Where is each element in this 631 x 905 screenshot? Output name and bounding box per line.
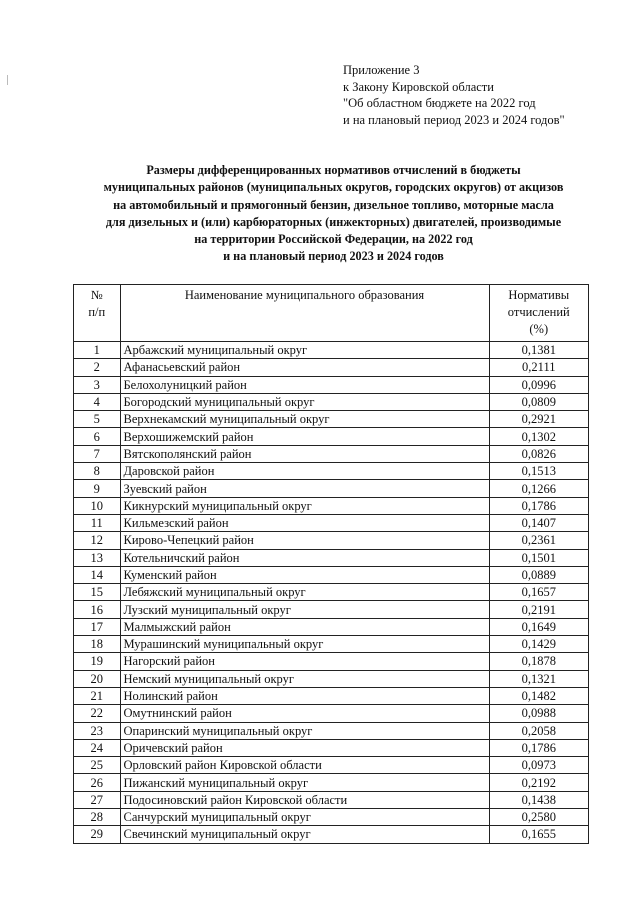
row-number: 4	[74, 393, 121, 410]
row-name: Санчурский муниципальный округ	[120, 809, 489, 826]
appendix-note	[343, 62, 613, 128]
table-row	[74, 670, 589, 687]
row-name: Арбажский муниципальный округ	[120, 342, 489, 359]
row-name: Оричевский район	[120, 739, 489, 756]
row-number: 26	[74, 774, 121, 791]
table-row	[74, 376, 589, 393]
row-number: 3	[74, 376, 121, 393]
row-value: 0,1302	[489, 428, 588, 445]
header-value-line3: (%)	[529, 322, 549, 336]
table-row	[74, 687, 589, 704]
row-value: 0,1786	[489, 739, 588, 756]
row-number: 19	[74, 653, 121, 670]
row-name: Афанасьевский район	[120, 359, 489, 376]
title-line: на автомобильный и прямогонный бензин, дизельное топливо, моторные масла	[113, 197, 554, 212]
row-name: Верхнекамский муниципальный округ	[120, 411, 489, 428]
row-number: 8	[74, 463, 121, 480]
document-title	[40, 162, 627, 266]
row-number: 23	[74, 722, 121, 739]
row-value: 0,0809	[489, 393, 588, 410]
table-row	[74, 757, 589, 774]
row-value: 0,1657	[489, 584, 588, 601]
row-name: Кикнурский муниципальный округ	[120, 497, 489, 514]
table-row	[74, 601, 589, 618]
row-value: 0,1429	[489, 636, 588, 653]
appendix-line: и на плановый период 2023 и 2024 годов"	[343, 112, 565, 127]
row-name: Орловский район Кировской области	[120, 757, 489, 774]
row-value: 0,1878	[489, 653, 588, 670]
table-row	[74, 342, 589, 359]
header-num-line1: №	[90, 288, 103, 302]
row-number: 18	[74, 636, 121, 653]
table-row	[74, 359, 589, 376]
row-number: 6	[74, 428, 121, 445]
table-row	[74, 722, 589, 739]
row-name: Лебяжский муниципальный округ	[120, 584, 489, 601]
row-name: Зуевский район	[120, 480, 489, 497]
table-row	[74, 532, 589, 549]
row-number: 9	[74, 480, 121, 497]
table-body	[74, 342, 589, 844]
row-name: Богородский муниципальный округ	[120, 393, 489, 410]
table-row	[74, 463, 589, 480]
row-value: 0,2192	[489, 774, 588, 791]
row-name: Кирово-Чепецкий район	[120, 532, 489, 549]
row-value: 0,0826	[489, 445, 588, 462]
row-name: Подосиновский район Кировской области	[120, 791, 489, 808]
row-number: 16	[74, 601, 121, 618]
row-number: 27	[74, 791, 121, 808]
row-value: 0,1266	[489, 480, 588, 497]
row-number: 7	[74, 445, 121, 462]
row-value: 0,1381	[489, 342, 588, 359]
table-row	[74, 480, 589, 497]
row-value: 0,2921	[489, 411, 588, 428]
header-num-line2: п/п	[88, 305, 106, 319]
title-line: и на плановый период 2023 и 2024 годов	[223, 249, 444, 264]
row-name: Нагорский район	[120, 653, 489, 670]
row-name: Омутнинский район	[120, 705, 489, 722]
row-value: 0,0973	[489, 757, 588, 774]
row-name: Верхошижемский район	[120, 428, 489, 445]
table-row	[74, 653, 589, 670]
table-row	[74, 826, 589, 843]
table-row	[74, 705, 589, 722]
row-name: Немский муниципальный округ	[120, 670, 489, 687]
row-value: 0,1482	[489, 687, 588, 704]
row-name: Кильмезский район	[120, 514, 489, 531]
row-number: 13	[74, 549, 121, 566]
row-name: Нолинский район	[120, 687, 489, 704]
row-name: Пижанский муниципальный округ	[120, 774, 489, 791]
row-number: 29	[74, 826, 121, 843]
row-number: 21	[74, 687, 121, 704]
row-value: 0,2361	[489, 532, 588, 549]
norms-table	[73, 284, 589, 844]
table-row	[74, 393, 589, 410]
row-name: Опаринский муниципальный округ	[120, 722, 489, 739]
row-value: 0,1513	[489, 463, 588, 480]
table-row	[74, 739, 589, 756]
row-number: 28	[74, 809, 121, 826]
row-number: 25	[74, 757, 121, 774]
row-value: 0,1438	[489, 791, 588, 808]
appendix-line: Приложение 3	[343, 63, 420, 77]
row-name: Малмыжский район	[120, 618, 489, 635]
row-name: Котельничский район	[120, 549, 489, 566]
row-name: Вятскополянский район	[120, 445, 489, 462]
table-row	[74, 497, 589, 514]
header-value-line1: Нормативы	[508, 288, 570, 302]
row-number: 22	[74, 705, 121, 722]
row-value: 0,1501	[489, 549, 588, 566]
table-row	[74, 774, 589, 791]
row-name: Куменский район	[120, 566, 489, 583]
row-number: 14	[74, 566, 121, 583]
row-value: 0,2058	[489, 722, 588, 739]
row-number: 5	[74, 411, 121, 428]
row-number: 10	[74, 497, 121, 514]
header-num	[74, 285, 121, 342]
scan-margin-mark	[7, 75, 8, 85]
row-value: 0,0996	[489, 376, 588, 393]
appendix-line: к Закону Кировской области	[343, 79, 494, 94]
row-name: Лузский муниципальный округ	[120, 601, 489, 618]
row-value: 0,0988	[489, 705, 588, 722]
table-row	[74, 809, 589, 826]
row-value: 0,0889	[489, 566, 588, 583]
row-number: 15	[74, 584, 121, 601]
row-value: 0,1786	[489, 497, 588, 514]
title-line: Размеры дифференцированных нормативов отчислений в бюджеты	[146, 163, 521, 177]
table-row	[74, 514, 589, 531]
table-row	[74, 566, 589, 583]
table-row	[74, 445, 589, 462]
title-line: для дизельных и (или) карбюраторных (инжекторных) двигателей, производимые	[105, 214, 562, 229]
row-name: Свечинский муниципальный округ	[120, 826, 489, 843]
row-value: 0,2191	[489, 601, 588, 618]
row-value: 0,2111	[489, 359, 588, 376]
row-name: Белохолуницкий район	[120, 376, 489, 393]
title-line: на территории Российской Федерации, на 2022 год	[194, 232, 473, 247]
title-line: муниципальных районов (муниципальных округов, городских округов) от акцизов	[103, 180, 564, 195]
table-row	[74, 618, 589, 635]
row-name: Мурашинский муниципальный округ	[120, 636, 489, 653]
row-value: 0,1655	[489, 826, 588, 843]
header-value	[489, 285, 588, 342]
row-value: 0,1407	[489, 514, 588, 531]
appendix-line: "Об областном бюджете на 2022 год	[343, 96, 536, 110]
header-value-line2: отчислений	[507, 305, 570, 319]
row-number: 11	[74, 514, 121, 531]
table-row	[74, 428, 589, 445]
header-name: Наименование муниципального образования	[120, 285, 489, 342]
table-row	[74, 791, 589, 808]
table-row	[74, 411, 589, 428]
table-header-row	[74, 285, 589, 342]
row-value: 0,1649	[489, 618, 588, 635]
row-number: 20	[74, 670, 121, 687]
row-number: 2	[74, 359, 121, 376]
table-row	[74, 549, 589, 566]
row-name: Даровской район	[120, 463, 489, 480]
table-row	[74, 636, 589, 653]
row-value: 0,2580	[489, 809, 588, 826]
row-number: 24	[74, 739, 121, 756]
row-number: 17	[74, 618, 121, 635]
row-number: 12	[74, 532, 121, 549]
row-number: 1	[74, 342, 121, 359]
table-row	[74, 584, 589, 601]
row-value: 0,1321	[489, 670, 588, 687]
